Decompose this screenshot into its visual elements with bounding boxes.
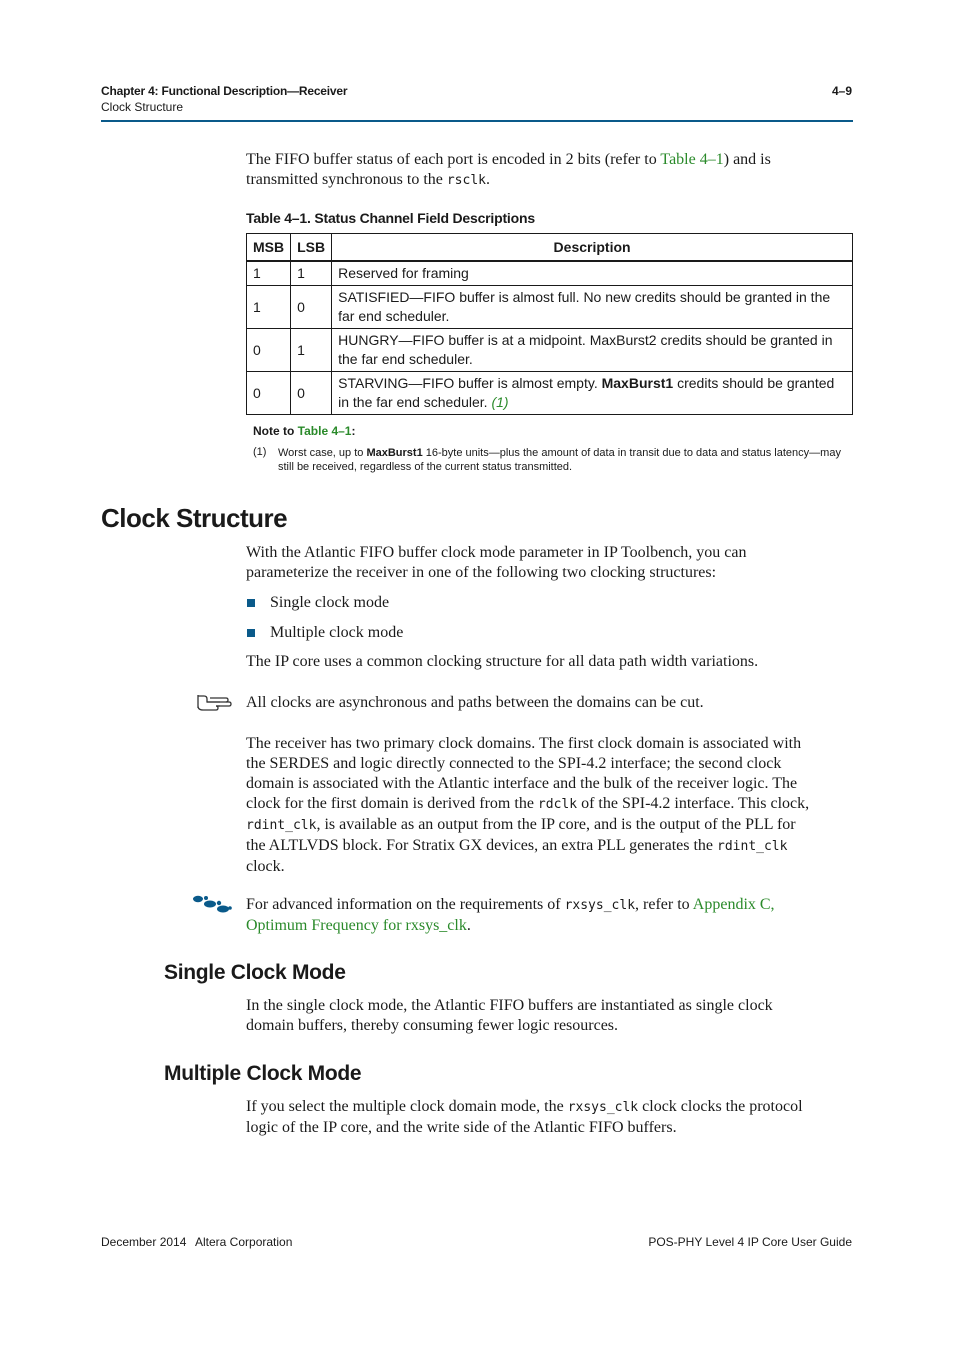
footer-company: Altera Corporation [195, 1235, 293, 1249]
footnote-text-part: 16-byte units—plus the amount of data in transit due to data and status latency—may still be received, regardless of the current status transmitted. [278, 447, 841, 473]
clock-domains-paragraph [246, 734, 852, 877]
chapter-title: Chapter 4: Functional Description—Receiver [101, 84, 348, 98]
bullet-icon [247, 599, 255, 607]
intro-paragraph [246, 150, 852, 191]
cell-lsb: 0 [291, 372, 332, 415]
paragraph-line: the SERDES and logic directly connected to the SPI-4.2 interface; the second clock [246, 755, 782, 772]
clock-structure-intro [246, 543, 852, 583]
footer-guide-title: POS-PHY Level 4 IP Core User Guide [648, 1235, 852, 1249]
code-rdclk: rdclk [537, 797, 578, 812]
appendix-link-title[interactable]: Optimum Frequency for rxsys_clk [246, 917, 467, 934]
cell-lsb: 1 [291, 329, 332, 372]
section-title: Clock Structure [101, 100, 184, 114]
code-rxsys-clk: rxsys_clk [567, 1100, 639, 1115]
cell-msb: 1 [247, 261, 291, 286]
maxburst1-term: MaxBurst1 [366, 447, 423, 459]
paragraph-line: domain buffers, thereby consuming fewer logic resources. [246, 1017, 619, 1034]
header-lsb: LSB [291, 234, 332, 262]
table-header-row [247, 234, 853, 262]
reference-text: , refer to [635, 896, 693, 913]
intro-text: ) and is [723, 151, 771, 168]
section-heading-clock-structure: Clock Structure [101, 503, 288, 533]
paragraph-line: The receiver has two primary clock domains. The first clock domain is associated with [246, 735, 802, 752]
bullet-item: Multiple clock mode [270, 624, 404, 641]
section-heading-multiple-clock-mode: Multiple Clock Mode [164, 1062, 362, 1085]
cell-msb: 0 [247, 329, 291, 372]
header-msb: MSB [247, 234, 291, 262]
paragraph-line: In the single clock mode, the Atlantic FIFO buffers are instantiated as single clock [246, 997, 773, 1014]
reference-text: For advanced information on the requirements of [246, 896, 565, 913]
paragraph-line: logic of the IP core, and the write side of the Atlantic FIFO buffers. [246, 1119, 677, 1136]
reference-text: . [466, 917, 471, 934]
status-table [246, 233, 853, 415]
footnote-link[interactable]: (1) [491, 394, 509, 410]
cell-lsb: 1 [291, 261, 332, 286]
table-note-title [253, 424, 355, 438]
section-heading-single-clock-mode: Single Clock Mode [164, 961, 346, 984]
table-row [247, 286, 853, 329]
cell-description: SATISFIED—FIFO buffer is almost full. No new credits should be granted in the far end scheduler. [332, 286, 853, 329]
description-text: credits should be granted in the far end scheduler. [338, 375, 835, 410]
maxburst1-term: MaxBurst1 [601, 375, 674, 391]
paragraph-line: With the Atlantic FIFO buffer clock mode parameter in IP Toolbench, you can [246, 544, 747, 561]
cell-msb: 1 [247, 286, 291, 329]
table-row [247, 329, 853, 372]
table-row [247, 261, 853, 286]
code-rsclk: rsclk [446, 173, 486, 188]
intro-text: . [486, 171, 490, 188]
note-title-text: Note to [253, 424, 298, 438]
paragraph-line: domain is associated with the Atlantic interface and the bulk of the receiver logic. The [246, 775, 798, 792]
header-rule [101, 120, 853, 122]
table-row [247, 372, 853, 415]
bullet-item: Single clock mode [270, 594, 390, 611]
reference-paragraph [246, 895, 852, 936]
multiple-clock-paragraph [246, 1097, 852, 1138]
paragraph-text: , is available as an output from the IP core, and is the output of the PLL for [316, 816, 796, 833]
common-clocking-paragraph: The IP core uses a common clocking structure for all data path width variations. [246, 653, 759, 670]
footnote-number: (1) [253, 446, 267, 458]
code-rdint-clk: rdint_clk [717, 839, 788, 854]
table-caption: Table 4–1. Status Channel Field Descriptions [246, 210, 535, 226]
intro-text: transmitted synchronous to the [246, 171, 447, 188]
table-link[interactable]: Table 4–1 [660, 151, 724, 168]
paragraph-text: clock for the first domain is derived from the [246, 795, 538, 812]
bullet-icon [247, 629, 255, 637]
paragraph-line: clock. [246, 858, 285, 875]
code-rdint-clk: rdint_clk [246, 818, 317, 833]
note-table-link[interactable]: Table 4–1 [297, 424, 352, 438]
footnote-text-part: Worst case, up to [278, 447, 367, 459]
footer-date: December 2014 [101, 1235, 187, 1249]
appendix-link[interactable]: Appendix C, [692, 896, 775, 913]
footprints-icon [192, 894, 232, 914]
note-text: All clocks are asynchronous and paths between the domains can be cut. [246, 694, 704, 711]
pointing-hand-icon [196, 692, 232, 712]
paragraph-text: If you select the multiple clock domain mode, the [246, 1098, 568, 1115]
cell-lsb: 0 [291, 286, 332, 329]
paragraph-line: parameterize the receiver in one of the following two clocking structures: [246, 564, 717, 581]
cell-description [332, 372, 853, 415]
intro-text: The FIFO buffer status of each port is encoded in 2 bits (refer to [246, 151, 661, 168]
paragraph-text: of the SPI-4.2 interface. This clock, [577, 795, 810, 812]
cell-msb: 0 [247, 372, 291, 415]
paragraph-text: the ALTLVDS block. For Stratix GX devices, an extra PLL generates the [246, 837, 718, 854]
header-description: Description [332, 234, 853, 262]
cell-description: Reserved for framing [332, 261, 853, 286]
cell-description: HUNGRY—FIFO buffer is at a midpoint. MaxBurst2 credits should be granted in the far end scheduler. [332, 329, 853, 372]
page-number: 4–9 [831, 84, 852, 98]
code-rxsys-clk: rxsys_clk [564, 898, 636, 913]
description-text: STARVING—FIFO buffer is almost empty. [338, 375, 602, 391]
footnote-text [278, 446, 848, 474]
note-title-text: : [351, 424, 356, 438]
paragraph-text: clock clocks the protocol [638, 1098, 803, 1115]
single-clock-paragraph [246, 996, 852, 1036]
